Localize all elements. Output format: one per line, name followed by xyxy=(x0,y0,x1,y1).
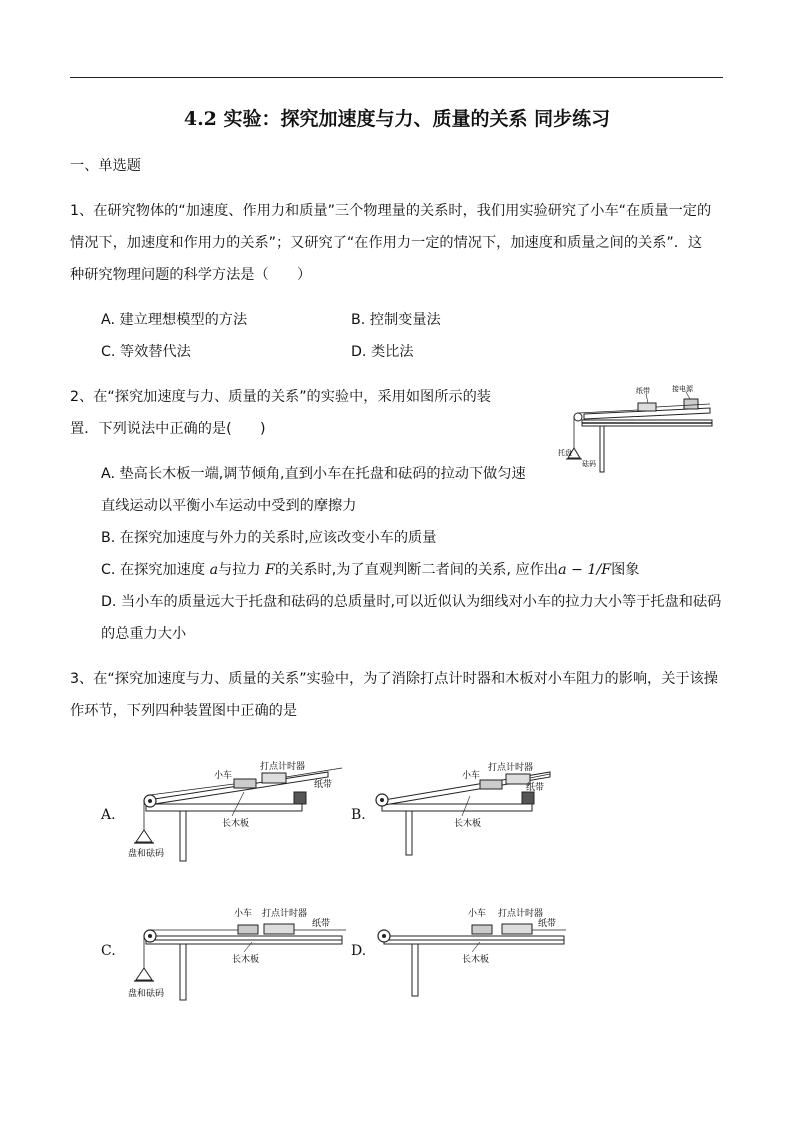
q3-figure-a[interactable] xyxy=(128,758,350,864)
q2-label-tray: 托盘 xyxy=(558,449,572,457)
q2-option-c-text-2: 与拉力 xyxy=(218,562,266,578)
q3-figure-b[interactable] xyxy=(372,758,552,858)
q1-option-a[interactable]: A. 建立理想模型的方法 xyxy=(101,312,248,328)
q1-line-2: 情况下，加速度和作用力的关系”；又研究了“在作用力一定的情况下，加速度和质量之间的关系”．这 xyxy=(70,235,703,251)
q3d-label-board: 长木板 xyxy=(462,955,490,965)
q2-option-c-graph: a − 1/F xyxy=(558,562,612,578)
q3b-label-cart: 小车 xyxy=(462,771,481,781)
q3a-label-tray: 盘和砝码 xyxy=(128,849,165,859)
q2-option-d-line-2: 的总重力大小 xyxy=(101,626,187,642)
q3d-label-timer: 打点计时器 xyxy=(498,909,544,919)
q2-apparatus-figure xyxy=(558,384,724,476)
q1-option-b[interactable]: B. 控制变量法 xyxy=(351,312,441,328)
q2-option-c-text-3: 的关系时,为了直观判断二者间的关系, 应作出 xyxy=(274,562,559,578)
q2-option-b[interactable]: B. 在探究加速度与外力的关系时,应该改变小车的质量 xyxy=(101,530,437,546)
q2-option-a-line-1[interactable]: A. 垫高长木板一端,调节倾角,直到小车在托盘和砝码的拉动下做匀速 xyxy=(101,466,526,482)
q2-option-d-line-1[interactable]: D. 当小车的质量远大于托盘和砝码的总质量时,可以近似认为细线对小车的拉力大小等于托盘和砝码 xyxy=(101,594,722,610)
q2-label-weights: 砝码 xyxy=(582,460,596,468)
q2-line-1: 2、在“探究加速度与力、质量的关系”的实验中，采用如图所示的装 xyxy=(70,389,491,405)
q3-figure-c[interactable] xyxy=(128,900,350,1004)
q3c-label-tape: 纸带 xyxy=(312,919,331,929)
q3-option-c-letter[interactable]: C. xyxy=(101,943,116,959)
q1-line-1: 1、在研究物体的“加速度、作用力和质量”三个物理量的关系时，我们用实验研究了小车“在质量一定的 xyxy=(70,203,712,219)
q2-line-2: 置．下列说法中正确的是( ) xyxy=(70,421,266,437)
q3-figure-d[interactable] xyxy=(372,900,568,1000)
q2-option-c[interactable] xyxy=(101,560,639,580)
q3b-label-board: 长木板 xyxy=(454,819,482,829)
q3d-label-tape: 纸带 xyxy=(538,919,557,929)
q3a-label-cart: 小车 xyxy=(214,771,233,781)
q3c-label-board: 长木板 xyxy=(232,955,260,965)
q3c-label-cart: 小车 xyxy=(234,909,253,919)
q3a-label-tape: 纸带 xyxy=(314,780,333,790)
q3a-label-timer: 打点计时器 xyxy=(260,762,306,772)
q1-option-c[interactable]: C. 等效替代法 xyxy=(101,344,191,360)
q3-line-2: 作环节，下列四种装置图中正确的是 xyxy=(70,703,298,719)
q2-option-c-var-f: F xyxy=(265,562,275,578)
q3-option-b-letter[interactable]: B. xyxy=(351,807,366,823)
header-rule xyxy=(70,77,723,78)
q3-line-1: 3、在“探究加速度与力、质量的关系”实验中，为了消除打点计时器和木板对小车阻力的影响，关于该操 xyxy=(70,671,718,687)
q3d-label-cart: 小车 xyxy=(468,909,487,919)
q2-option-c-text-4: 图象 xyxy=(611,562,640,578)
q2-option-c-var-a: a xyxy=(209,562,219,578)
q1-option-d[interactable]: D. 类比法 xyxy=(351,344,414,360)
page-title: 4.2 实验：探究加速度与力、质量的关系 同步练习 xyxy=(183,108,611,130)
q2-label-power: 接电源 xyxy=(672,385,693,393)
q2-option-c-text-1: C. 在探究加速度 xyxy=(101,562,210,578)
q3b-label-timer: 打点计时器 xyxy=(488,763,534,773)
q3c-label-timer: 打点计时器 xyxy=(262,909,308,919)
q3c-label-tray: 盘和砝码 xyxy=(128,989,165,999)
q2-label-tape: 纸带 xyxy=(636,387,650,395)
q3-option-d-letter[interactable]: D. xyxy=(351,943,367,959)
q2-option-a-line-2: 直线运动以平衡小车运动中受到的摩擦力 xyxy=(101,498,357,514)
section-heading: 一、单选题 xyxy=(70,158,141,174)
q1-line-3: 种研究物理问题的科学方法是（ ） xyxy=(70,267,312,283)
q3-option-a-letter[interactable]: A. xyxy=(101,807,116,823)
q3a-label-board: 长木板 xyxy=(222,819,250,829)
q3b-label-tape: 纸带 xyxy=(526,783,545,793)
